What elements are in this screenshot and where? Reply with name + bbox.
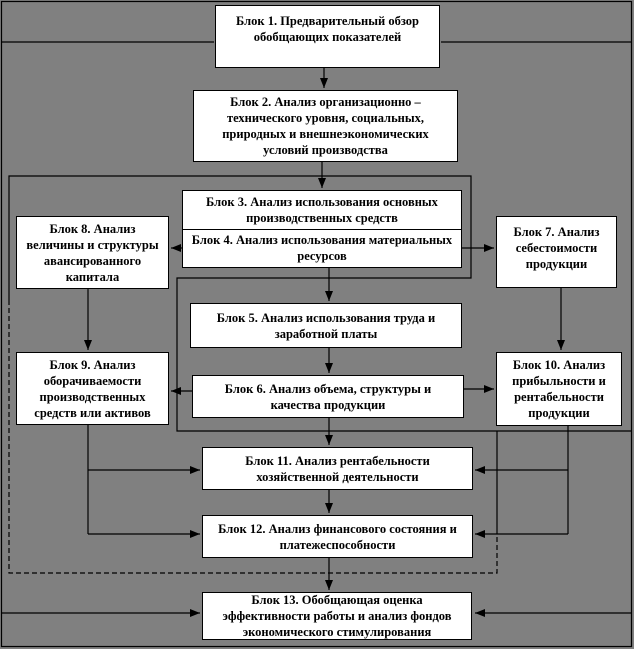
block-8: Блок 8. Анализ величины и структуры авансированного капитала [16,216,169,289]
block-4: Блок 4. Анализ использования материальных ресурсов [191,233,453,264]
block-3-4-group [182,190,462,268]
block-5: Блок 5. Анализ использования труда и заработной платы [190,303,462,348]
block-7: Блок 7. Анализ себестоимости продукции [496,216,617,288]
block-11: Блок 11. Анализ рентабельности хозяйственной деятельности [202,447,473,490]
block-10: Блок 10. Анализ прибыльности и рентабельности продукции [496,352,622,426]
block-12: Блок 12. Анализ финансового состояния и платежеспособности [202,515,473,558]
block-1: Блок 1. Предварительный обзор обобщающих показателей [215,5,440,68]
block-2: Блок 2. Анализ организационно – технического уровня, социальных, природных и внешнеэкономических условий производства [193,90,458,162]
block-13: Блок 13. Обобщающая оценка эффективности работы и анализ фондов экономического стимулирования [202,592,472,640]
block-3: Блок 3. Анализ использования основных производственных средств [183,191,461,230]
block-6: Блок 6. Анализ объема, структуры и качества продукции [192,375,464,418]
block-9: Блок 9. Анализ оборачиваемости производственных средств или активов [16,352,169,425]
